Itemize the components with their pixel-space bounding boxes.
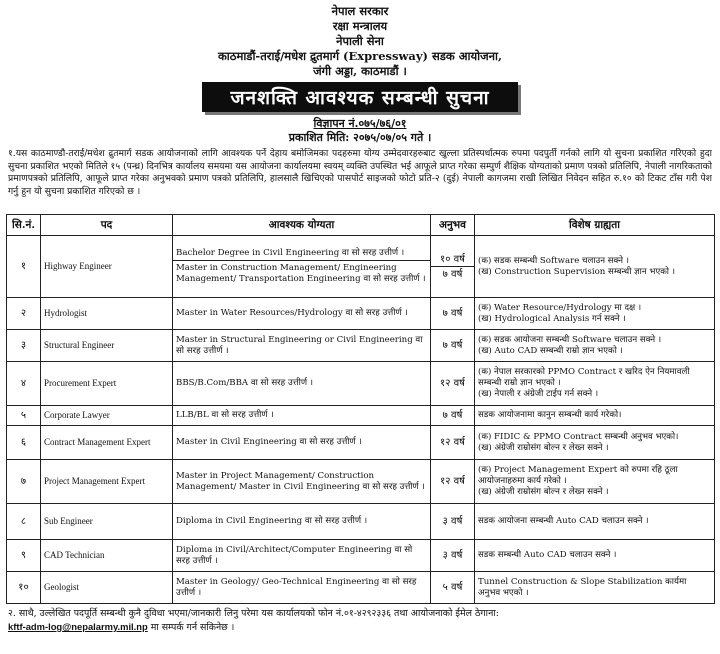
table-row bbox=[7, 362, 715, 406]
row-post: Structural Engineer bbox=[41, 330, 173, 362]
row-qualification: BBS/B.Com/BBA वा सो सरह उत्तीर्ण । bbox=[173, 362, 431, 406]
row-experience bbox=[431, 236, 475, 298]
header-ministry: रक्षा मन्त्रालय bbox=[332, 19, 388, 33]
row-qualification bbox=[173, 236, 431, 298]
notice-title-banner: जनशक्ति आवश्यक सम्बन्धी सुचना bbox=[202, 82, 517, 112]
row-sn: ४ bbox=[7, 362, 41, 406]
table-row bbox=[7, 540, 715, 572]
row-qualification: Diploma in Civil Engineering वा सो सरह उत्तीर्ण । bbox=[173, 504, 431, 540]
row-experience: १२ वर्ष bbox=[431, 460, 475, 504]
row-post: Highway Engineer bbox=[41, 236, 173, 298]
col-header-sn: सि.नं. bbox=[7, 215, 41, 236]
row-sn: ९ bbox=[7, 540, 41, 572]
row-qualification: Master in Project Management/ Construction Management/ Master in Civil Engineering वा सो सरह उत्तीर्ण । bbox=[173, 460, 431, 504]
col-header-preference: विशेष ग्राह्यता bbox=[475, 215, 715, 236]
row-qualification: Master in Water Resources/Hydrology वा सो सरह उत्तीर्ण । bbox=[173, 298, 431, 330]
row-preference bbox=[475, 236, 715, 298]
qualification-line: Master in Construction Management/ Engineering Management/ Transportation Engineering वा सो सरह उत्तीर्ण । bbox=[173, 260, 430, 286]
row-preference bbox=[475, 330, 715, 362]
table-row bbox=[7, 572, 715, 604]
preference-line: (क) सडक आयोजना सम्बन्धी Software चलाउन सक्ने । bbox=[478, 334, 662, 345]
header-location: जंगी अड्डा, काठमाडौं । bbox=[313, 64, 407, 78]
row-post: Contract Management Expert bbox=[41, 426, 173, 460]
row-sn: ५ bbox=[7, 406, 41, 426]
row-sn: ६ bbox=[7, 426, 41, 460]
row-sn: ८ bbox=[7, 504, 41, 540]
preference-line: (क) Project Management Expert को रुपमा रहि ठूला आयोजनाहरुमा कार्य गरेको । bbox=[478, 465, 678, 486]
row-experience: ७ वर्ष bbox=[431, 406, 475, 426]
header-army: नेपाली सेना bbox=[336, 34, 384, 48]
row-experience: ५ वर्ष bbox=[431, 572, 475, 604]
row-qualification: LLB/BL वा सो सरह उत्तीर्ण । bbox=[173, 406, 431, 426]
row-sn: ७ bbox=[7, 460, 41, 504]
row-preference bbox=[475, 362, 715, 406]
row-post: Geologist bbox=[41, 572, 173, 604]
publish-date: प्रकाशित मिति: २०७५/०७/०५ गते । bbox=[288, 131, 432, 144]
preference-line: (ख) Auto CAD सम्बन्धी राम्रो ज्ञान भएको । bbox=[478, 345, 623, 356]
row-post: Hydrologist bbox=[41, 298, 173, 330]
contact-email-link[interactable]: kftf-adm-log@nepalarmy.mil.np bbox=[8, 621, 148, 632]
preference-line: (क) Water Resource/Hydrology मा दक्ष । bbox=[478, 302, 642, 313]
row-experience: ७ वर्ष bbox=[431, 330, 475, 362]
contact-footer bbox=[8, 607, 712, 634]
row-sn: १० bbox=[7, 572, 41, 604]
vacancy-table bbox=[6, 214, 715, 604]
row-preference bbox=[475, 298, 715, 330]
row-post: CAD Technician bbox=[41, 540, 173, 572]
qualification-line: Bachelor Degree in Civil Engineering वा सो सरह उत्तीर्ण । bbox=[176, 248, 405, 258]
row-experience: १२ वर्ष bbox=[431, 426, 475, 460]
row-experience: ७ वर्ष bbox=[431, 298, 475, 330]
intro-paragraph: १.यस काठमाण्डौ-तराई/मधेश द्रुतमार्ग सडक आयोजनाको लागि आवश्यक पर्ने देहाय बमोजिमका पदहरुमा योग्य उम्मेदवारहरुबाट खुल्ला प्रतिस्पर्धात्मक रुपमा पदपुर्ती गर्नको लागि यो सुचना प्रकाशित गरिएको हुदा सुचना प्रकाशित भएको मितिले १५ (पन्ध्र) दिनभित्र कार्यालय समयमा यस आयोजना कार्यालयमा स्वयम् व्यक्ति उपस्थित भई आफूले प्राप्त गरेका सम्पुर्ण शैक्षिक योग्यताको प्रमाण पत्रको प्रतिलिपि, नेपाली नागरिकताको प्रमाणपत्रको प्रतिलिपि, आफूले प्राप्त गरेका अनुभवको प्रमाण पत्रको प्रतिलिपि, हालसालै खिचिएको पासपोर्ट साइजको फोटो प्रति-२ (दुई) नेपाली कागजमा राखी लिखित निवेदन सहित रु.१० को टिकट टाँस गरी पेश गर्नु हुन यो सुचना प्रकाशित गरिएको छ । bbox=[8, 148, 712, 197]
row-post: Procurement Expert bbox=[41, 362, 173, 406]
col-header-post: पद bbox=[41, 215, 173, 236]
table-row bbox=[7, 406, 715, 426]
preference-line: (ख) अंग्रेजी राम्रोसंग बोल्न र लेख्न सक्ने । bbox=[478, 487, 609, 497]
preference-line: (ख) अंग्रेजी राम्रोसंग बोल्न र लेख्न सक्ने । bbox=[478, 442, 609, 453]
col-header-experience: अनुभव bbox=[431, 215, 475, 236]
banner-wrap bbox=[6, 82, 714, 112]
row-qualification: Master in Structural Engineering or Civil Engineering वा सो सरह उत्तीर्ण । bbox=[173, 330, 431, 362]
table-row bbox=[7, 298, 715, 330]
preference-line: (क) FIDIC & PPMO Contract सम्बन्धी अनुभव भएको। bbox=[478, 431, 679, 442]
table-row bbox=[7, 504, 715, 540]
preference-line: (क) नेपाल सरकारको PPMO Contract र खरिद ऐन नियमावली सम्बन्धी राम्रो ज्ञान भएको । bbox=[478, 367, 690, 388]
preference-line: (ख) नेपाली र अंग्रेजी टाईप गर्न सक्ने । bbox=[478, 389, 599, 399]
row-preference bbox=[475, 460, 715, 504]
row-sn: २ bbox=[7, 298, 41, 330]
row-post: Corporate Lawyer bbox=[41, 406, 173, 426]
row-post: Project Management Expert bbox=[41, 460, 173, 504]
row-preference: सडक आयोजना सम्बन्धी Auto CAD चलाउन सक्ने । bbox=[475, 504, 715, 540]
preference-line: (ख) Hydrological Analysis गर्न सक्ने । bbox=[478, 313, 626, 324]
footer-text: २. साथै, उल्लेखित पदपूर्ति सम्बन्धी कुनै दुविधा भएमा/जानकारी लिनु परेमा यस कार्यालयको फोन नं.०१-४२९२३३६ तथा आयोजनाको ईमेल ठेगाना: bbox=[8, 608, 499, 619]
preference-line: (ख) Construction Supervision सम्बन्धी ज्ञान भएको । bbox=[478, 266, 676, 277]
row-experience: ३ वर्ष bbox=[431, 540, 475, 572]
table-row bbox=[7, 426, 715, 460]
header-government: नेपाल सरकार bbox=[331, 4, 389, 18]
row-qualification: Master in Civil Engineering वा सो सरह उत्तीर्ण । bbox=[173, 426, 431, 460]
row-sn: ३ bbox=[7, 330, 41, 362]
experience-line: १० वर्ष bbox=[440, 253, 465, 265]
row-sn: १ bbox=[7, 236, 41, 298]
col-header-qualification: आवश्यक योग्यता bbox=[173, 215, 431, 236]
office-header bbox=[6, 4, 714, 79]
table-row bbox=[7, 330, 715, 362]
row-preference: Tunnel Construction & Slope Stabilization कार्यमा अनुभव भएको । bbox=[475, 572, 715, 604]
row-qualification: Master in Geology/ Geo-Technical Engineering वा सो सरह उत्तीर्ण । bbox=[173, 572, 431, 604]
experience-line: ७ वर्ष bbox=[431, 266, 474, 281]
preference-line: (क) सडक सम्बन्धी Software चलाउन सक्ने । bbox=[478, 255, 630, 266]
row-post: Sub Engineer bbox=[41, 504, 173, 540]
table-row bbox=[7, 460, 715, 504]
row-experience: ३ वर्ष bbox=[431, 504, 475, 540]
table-row bbox=[7, 236, 715, 298]
row-preference: सडक सम्बन्धी Auto CAD चलाउन सक्ने । bbox=[475, 540, 715, 572]
row-preference bbox=[475, 426, 715, 460]
table-header-row bbox=[7, 215, 715, 236]
advert-info bbox=[6, 117, 714, 145]
advert-number: विज्ञापन नं.०७५/७६/०१ bbox=[313, 117, 407, 130]
row-preference: सडक आयोजनामा कानुन सम्बन्धी कार्य गरेको। bbox=[475, 406, 715, 426]
row-experience: १२ वर्ष bbox=[431, 362, 475, 406]
row-qualification: Diploma in Civil/Architect/Computer Engineering वा सो सरह उत्तीर्ण । bbox=[173, 540, 431, 572]
header-project: काठमाडौं-तराई/मधेश द्रुतमार्ग (Expressway) सडक आयोजना, bbox=[217, 49, 503, 63]
footer-tail: मा सम्पर्क गर्न सकिनेछ । bbox=[147, 622, 235, 633]
